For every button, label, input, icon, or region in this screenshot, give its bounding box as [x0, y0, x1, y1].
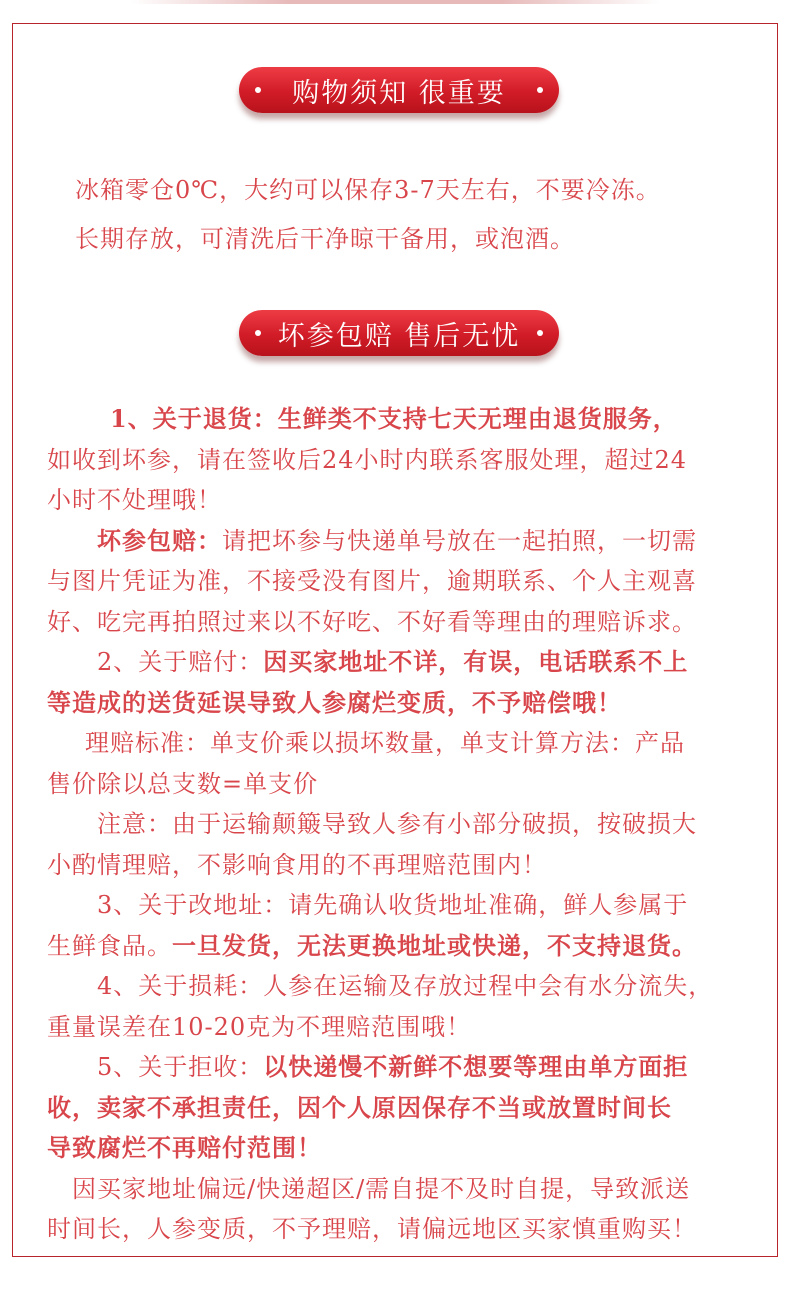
policy-return-text: 生鲜类不支持七天无理由退货服务， — [277, 404, 678, 433]
policy-standard-line-1: 理赔标准：单支价乘以损坏数量，单支计算方法：产品 — [85, 729, 685, 757]
bullet-dot-icon — [255, 87, 261, 93]
policy-reject-line-3: 导致腐烂不再赔付范围！ — [47, 1133, 322, 1162]
storage-line-2: 长期存放，可清洗后干净晾干备用，或泡酒。 — [75, 225, 575, 253]
top-decoration-line — [130, 0, 660, 4]
policy-address-bold: 一旦发货，无法更换地址或快递，不支持退货。 — [172, 931, 697, 960]
policy-remote-line-1: 因买家地址偏远/快递超区/需自提不及时自提，导致派送 — [72, 1175, 691, 1203]
policy-address-line-2 — [47, 932, 747, 960]
policy-reject-text: 以快递慢不新鲜不想要等理由单方面拒 — [263, 1052, 689, 1081]
policy-reject-line-1 — [97, 1053, 790, 1081]
policy-payout-label: 2、关于赔付： — [97, 648, 264, 676]
bullet-dot-icon — [537, 87, 543, 93]
bullet-dot-icon — [255, 330, 261, 336]
policy-payout-line-1 — [97, 648, 790, 676]
policy-address-text: 生鲜食品。 — [47, 932, 172, 960]
policy-return-label: 1、关于退货： — [110, 404, 278, 433]
policy-compensation-text: 请把坏参与快递单号放在一起拍照，一切需 — [222, 527, 697, 555]
policy-remote-line-2: 时间长，人参变质，不予理赔，请偏远地区买家慎重购买！ — [47, 1215, 697, 1243]
policy-return-line-1 — [110, 405, 790, 433]
storage-line-1: 冰箱零仓0℃，大约可以保存3-7天左右，不要冷冻。 — [75, 176, 661, 204]
policy-note-line-2: 小酌情理赔，不影响食用的不再理赔范围内！ — [47, 851, 547, 879]
policy-loss-line-2: 重量误差在10-20克为不理赔范围哦！ — [47, 1013, 472, 1041]
policy-payout-text: 因买家地址不详，有误，电话联系不上 — [263, 647, 689, 676]
policy-note-line-1: 注意：由于运输颠簸导致人参有小部分破损，按破损大 — [97, 810, 697, 838]
section-header-after-sales — [239, 310, 559, 356]
policy-compensation-line-3: 好、吃完再拍照过来以不好吃、不好看等理由的理赔诉求。 — [47, 608, 697, 636]
policy-compensation-label: 坏参包赔： — [97, 526, 222, 555]
policy-compensation-line-1 — [97, 527, 790, 555]
policy-payout-line-2: 等造成的送货延误导致人参腐烂变质，不予赔偿哦！ — [47, 688, 622, 717]
section-header-label: 购物须知 很重要 — [292, 77, 506, 109]
policy-return-line-3: 小时不处理哦！ — [47, 486, 222, 514]
policy-return-line-2: 如收到坏参，请在签收后24小时内联系客服处理，超过24 — [47, 446, 688, 474]
policy-address-line-1: 3、关于改地址：请先确认收货地址准确，鲜人参属于 — [97, 891, 689, 919]
policy-reject-line-2: 收，卖家不承担责任，因个人原因保存不当或放置时间长 — [47, 1093, 672, 1122]
policy-standard-line-2: 售价除以总支数=单支价 — [47, 770, 319, 798]
section-header-label: 坏参包赔 售后无忧 — [277, 320, 521, 352]
policy-reject-label: 5、关于拒收： — [97, 1053, 264, 1081]
policy-loss-line-1: 4、关于损耗：人参在运输及存放过程中会有水分流失， — [97, 972, 714, 1000]
policy-compensation-line-2: 与图片凭证为准，不接受没有图片，逾期联系、个人主观喜 — [47, 567, 697, 595]
bullet-dot-icon — [537, 330, 543, 336]
section-header-shopping-notice — [239, 67, 559, 113]
